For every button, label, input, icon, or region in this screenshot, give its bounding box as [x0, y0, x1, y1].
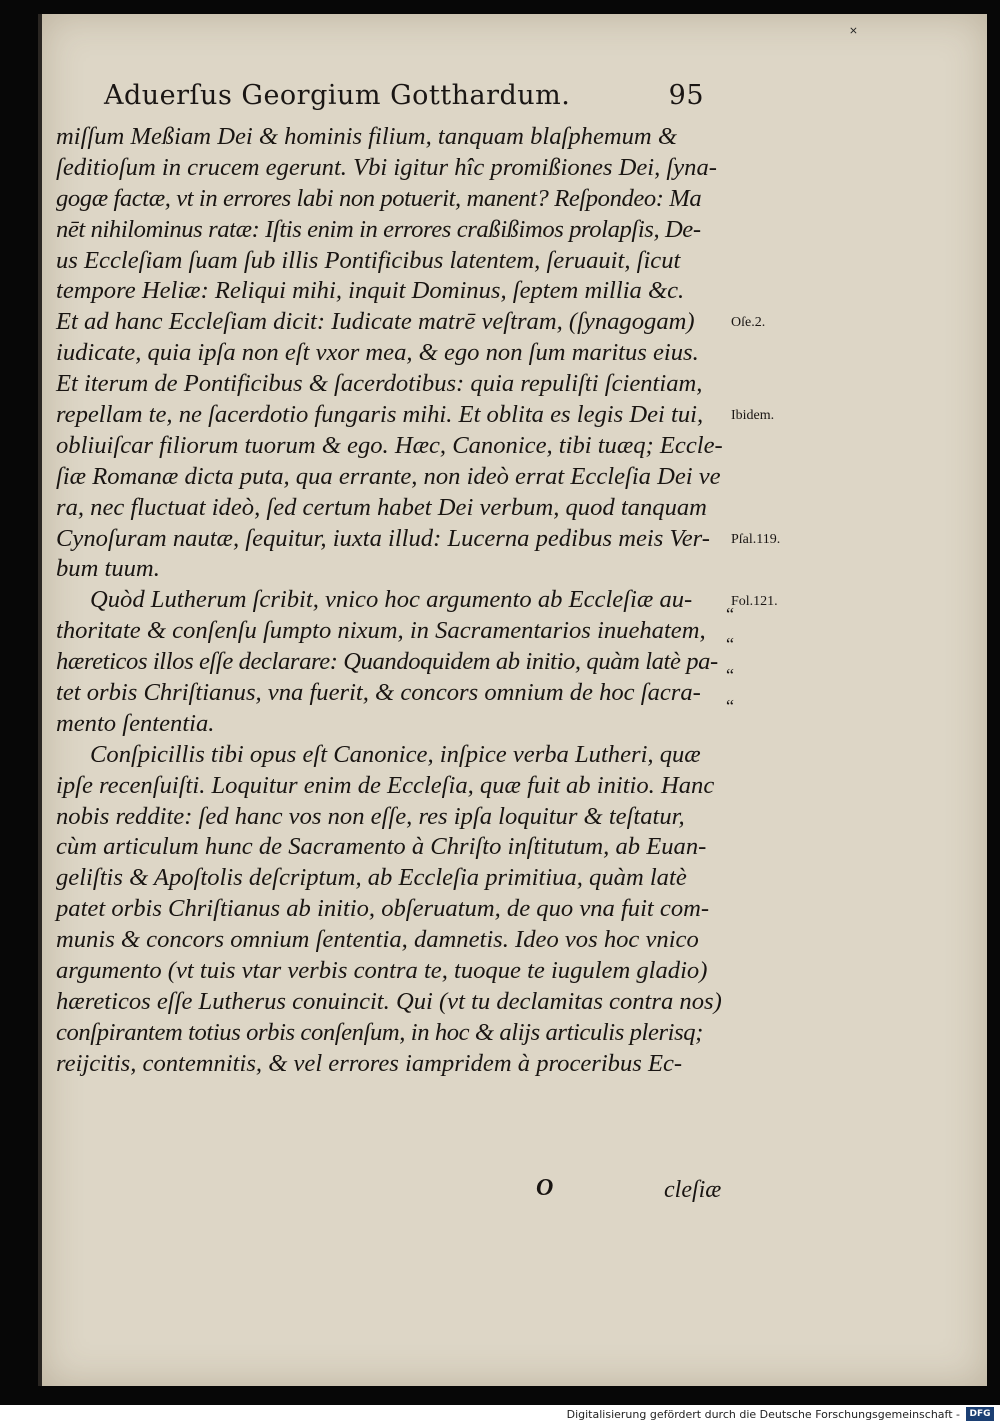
- dfg-logo: DFG: [966, 1407, 994, 1421]
- text-line: ra, nec fluctuat ideò, ſed certum habet Dei verbum, quod tanquam: [56, 493, 707, 521]
- text-line: Et iterum de Pontificibus & ſacerdotibus: quia repuliſti ſcientiam,: [56, 370, 703, 398]
- funding-credit: Digitalisierung gefördert durch die Deutsche Forschungsgemeinschaft -: [566, 1408, 960, 1421]
- text-line: cùm articulum hunc de Sacramento à Chriſto inſtitutum, ab Euan-: [56, 833, 707, 861]
- margin-note: Oſe.2.: [731, 315, 766, 331]
- text-line: Cynoſuram nautæ, ſequitur, iuxta illud: Lucerna pedibus meis Ver-: [56, 524, 710, 552]
- text-line: hæreticos illos eſſe declarare: Quandoquidem ab initio, quàm latè pa-: [56, 648, 718, 676]
- text-line: repellam te, ne ſacerdotio fungaris mihi. Et oblita es legis Dei tui,: [56, 401, 704, 429]
- text-line: Et ad hanc Eccleſiam dicit: Iudicate matrē veſtram, (ſynagogam): [56, 308, 695, 336]
- text-line: bum tuum.: [56, 555, 160, 583]
- footer-bar: [0, 1405, 1000, 1425]
- margin-note: Pſal.119.: [731, 531, 781, 547]
- text-line: nobis reddite: ſed hanc vos non eſſe, res ipſa loquitur & teſtatur,: [56, 802, 685, 830]
- margin-note: Ibidem.: [731, 408, 775, 424]
- text-line: iudicate, quia ipſa non eſt vxor mea, & ego non ſum maritus eius.: [56, 339, 699, 367]
- text-line: conſpirantem totius orbis conſenſum, in hoc & alijs articulis plerisq;: [56, 1018, 703, 1046]
- margin-quote-mark: “: [726, 603, 734, 624]
- text-line: mento ſententia.: [56, 709, 215, 737]
- text-line: reijcitis, contemnitis, & vel errores iampridem à proceribus Ec-: [56, 1049, 683, 1077]
- text-line: patet orbis Chriſtianus ab initio, obſeruatum, de quo vna fuit com-: [56, 895, 710, 923]
- text-line: ipſe recenſuiſti. Loquitur enim de Eccleſia, quæ fuit ab initio. Hanc: [56, 771, 715, 799]
- text-line: ſeditioſum in crucem egerunt. Vbi igitur hîc promißiones Dei, ſyna-: [56, 153, 717, 181]
- text-line: ſiæ Romanæ dicta puta, qua errante, non ideò errat Eccleſia Dei ve: [56, 462, 721, 490]
- text-line: Conſpicillis tibi opus eſt Canonice, inſpice verba Lutheri, quæ: [90, 740, 701, 768]
- margin-quote-mark: “: [726, 634, 734, 655]
- text-line: munis & concors omnium ſententia, damnetis. Ideo vos hoc vnico: [56, 926, 699, 954]
- margin-quote-mark: “: [726, 696, 734, 717]
- catchword-next: cleſiæ: [664, 1177, 722, 1203]
- margin-note: Fol.121.: [731, 593, 778, 609]
- text-line: nēt nihilominus ratæ: Iſtis enim in errores craßißimos prolapſis, De-: [56, 215, 701, 243]
- running-header: [104, 80, 744, 111]
- text-line: argumento (vt tuis vtar verbis contra te, tuoque te iugulem gladio): [56, 957, 708, 985]
- text-line: obliuiſcar filiorum tuorum & ego. Hæc, Canonice, tibi tuæq; Eccle-: [56, 431, 723, 459]
- text-line: Quòd Lutherum ſcribit, vnico hoc argumento ab Eccleſiæ au-: [90, 586, 693, 614]
- text-line: geliſtis & Apoſtolis deſcriptum, ab Eccleſia primitiua, quàm latè: [56, 864, 687, 892]
- text-line: tempore Heliæ: Reliqui mihi, inquit Dominus, ſeptem millia &c.: [56, 277, 685, 305]
- margin-quote-mark: “: [726, 665, 734, 686]
- text-line: us Eccleſiam ſuam ſub illis Pontificibus latentem, ſeruauit, ſicut: [56, 246, 681, 274]
- text-line: gogæ factæ, vt in errores labi non potuerit, manent? Reſpondeo: Ma: [56, 184, 702, 212]
- text-line: hæreticos eſſe Lutherus conuincit. Qui (vt tu declamitas contra nos): [56, 987, 722, 1015]
- main-text-block: [56, 122, 726, 1080]
- catchword-signature: O: [536, 1175, 554, 1201]
- running-title: Aduerſus Georgium Gotthardum.: [104, 80, 571, 111]
- text-line: miſſum Meßiam Dei & hominis filium, tanquam blaſphemum &: [56, 123, 677, 150]
- page-number: 95: [668, 80, 704, 111]
- text-line: thoritate & conſenſu ſumpto nixum, in Sacramentarios inuehatem,: [56, 617, 706, 645]
- text-line: tet orbis Chriſtianus, vna fuerit, & concors omnium de hoc ſacra-: [56, 679, 701, 707]
- page-corner-mark: ˟: [850, 24, 857, 45]
